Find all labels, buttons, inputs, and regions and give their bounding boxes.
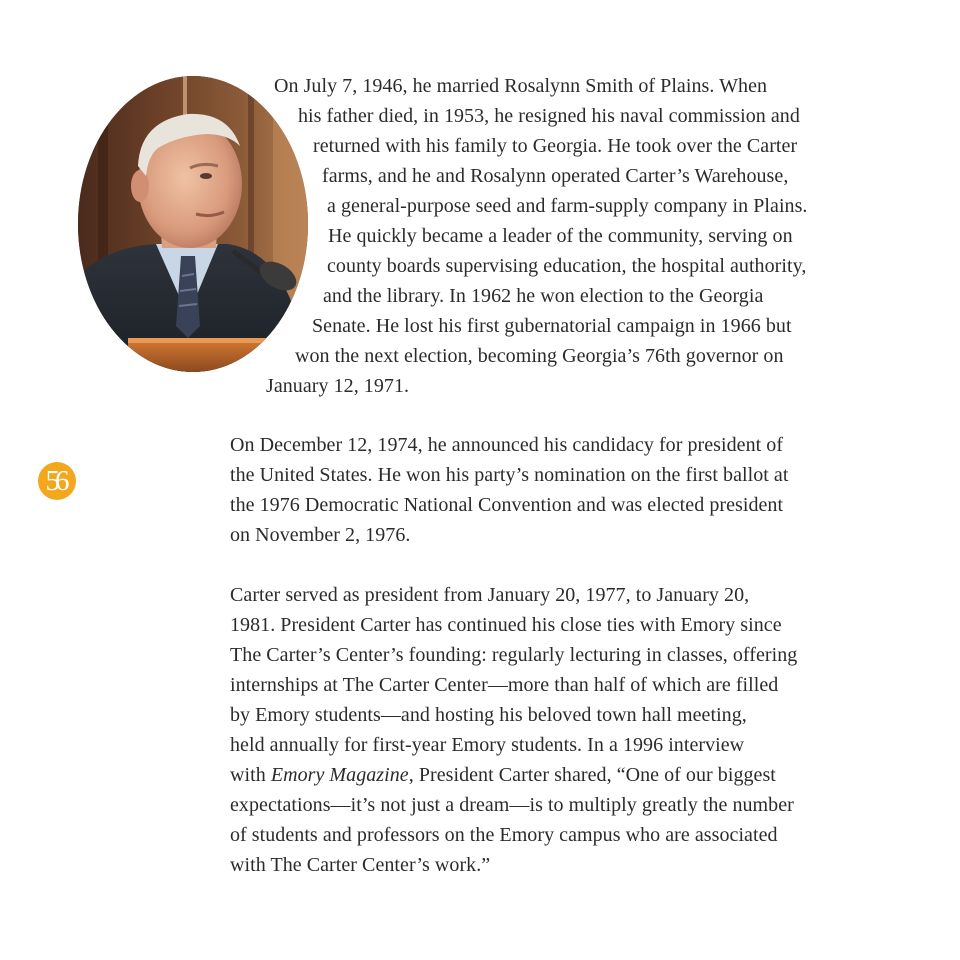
portrait-photo bbox=[78, 76, 308, 372]
magazine-title: Emory Magazine bbox=[270, 764, 409, 786]
paragraph-1-line-10: won the next election, becoming Georgia’s 76th governor on bbox=[295, 345, 784, 367]
paragraph-3-line-1: Carter served as president from January 20, 1977, to January 20, bbox=[230, 584, 750, 606]
paragraph-3-line-2: 1981. President Carter has continued his close ties with Emory since bbox=[230, 614, 782, 636]
paragraph-1-line-8: and the library. In 1962 he won election to the Georgia bbox=[323, 285, 764, 307]
paragraph-3-line-6: held annually for first-year Emory students. In a 1996 interview bbox=[230, 734, 745, 756]
paragraph-3-line-3: The Carter’s Center’s founding: regularly lecturing in classes, offering bbox=[230, 644, 798, 666]
paragraph-1-line-3: returned with his family to Georgia. He took over the Carter bbox=[313, 135, 798, 157]
paragraph-2-line-1: On December 12, 1974, he announced his candidacy for president of bbox=[230, 434, 784, 456]
page-number-badge: 56 bbox=[38, 462, 76, 500]
paragraph-2-line-4: on November 2, 1976. bbox=[230, 524, 411, 546]
paragraph-1-line-1: On July 7, 1946, he married Rosalynn Smith of Plains. When bbox=[274, 75, 768, 97]
paragraph-1-line-9: Senate. He lost his first gubernatorial campaign in 1966 but bbox=[312, 315, 792, 337]
paragraph-2-line-2: the United States. He won his party’s nomination on the first ballot at bbox=[230, 464, 789, 486]
paragraph-1-line-7: county boards supervising education, the hospital authority, bbox=[327, 255, 807, 277]
magazine-line-after: , President Carter shared, “One of our biggest bbox=[408, 764, 776, 786]
paragraph-3-line-8: expectations—it’s not just a dream—is to multiply greatly the number bbox=[230, 794, 794, 816]
paragraph-2-line-3: the 1976 Democratic National Convention and was elected president bbox=[230, 494, 784, 516]
paragraph-3-line-9: of students and professors on the Emory campus who are associated bbox=[230, 824, 778, 846]
paragraph-1-line-6: He quickly became a leader of the community, serving on bbox=[328, 225, 793, 247]
paragraph-3-line-7 bbox=[230, 760, 776, 790]
magazine-line-before: with bbox=[230, 764, 271, 786]
paragraph-1-line-2: his father died, in 1953, he resigned his naval commission and bbox=[298, 105, 800, 127]
paragraph-3-line-5: by Emory students—and hosting his beloved town hall meeting, bbox=[230, 704, 747, 726]
paragraph-1-line-5: a general-purpose seed and farm-supply company in Plains. bbox=[327, 195, 808, 217]
portrait-illustration bbox=[78, 76, 308, 372]
paragraph-1-line-11: January 12, 1971. bbox=[266, 375, 410, 397]
paragraph-3-line-10: with The Carter Center’s work.” bbox=[230, 854, 491, 876]
paragraph-1-line-4: farms, and he and Rosalynn operated Carter’s Warehouse, bbox=[322, 165, 789, 187]
paragraph-3-line-4: internships at The Carter Center—more than half of which are filled bbox=[230, 674, 779, 696]
